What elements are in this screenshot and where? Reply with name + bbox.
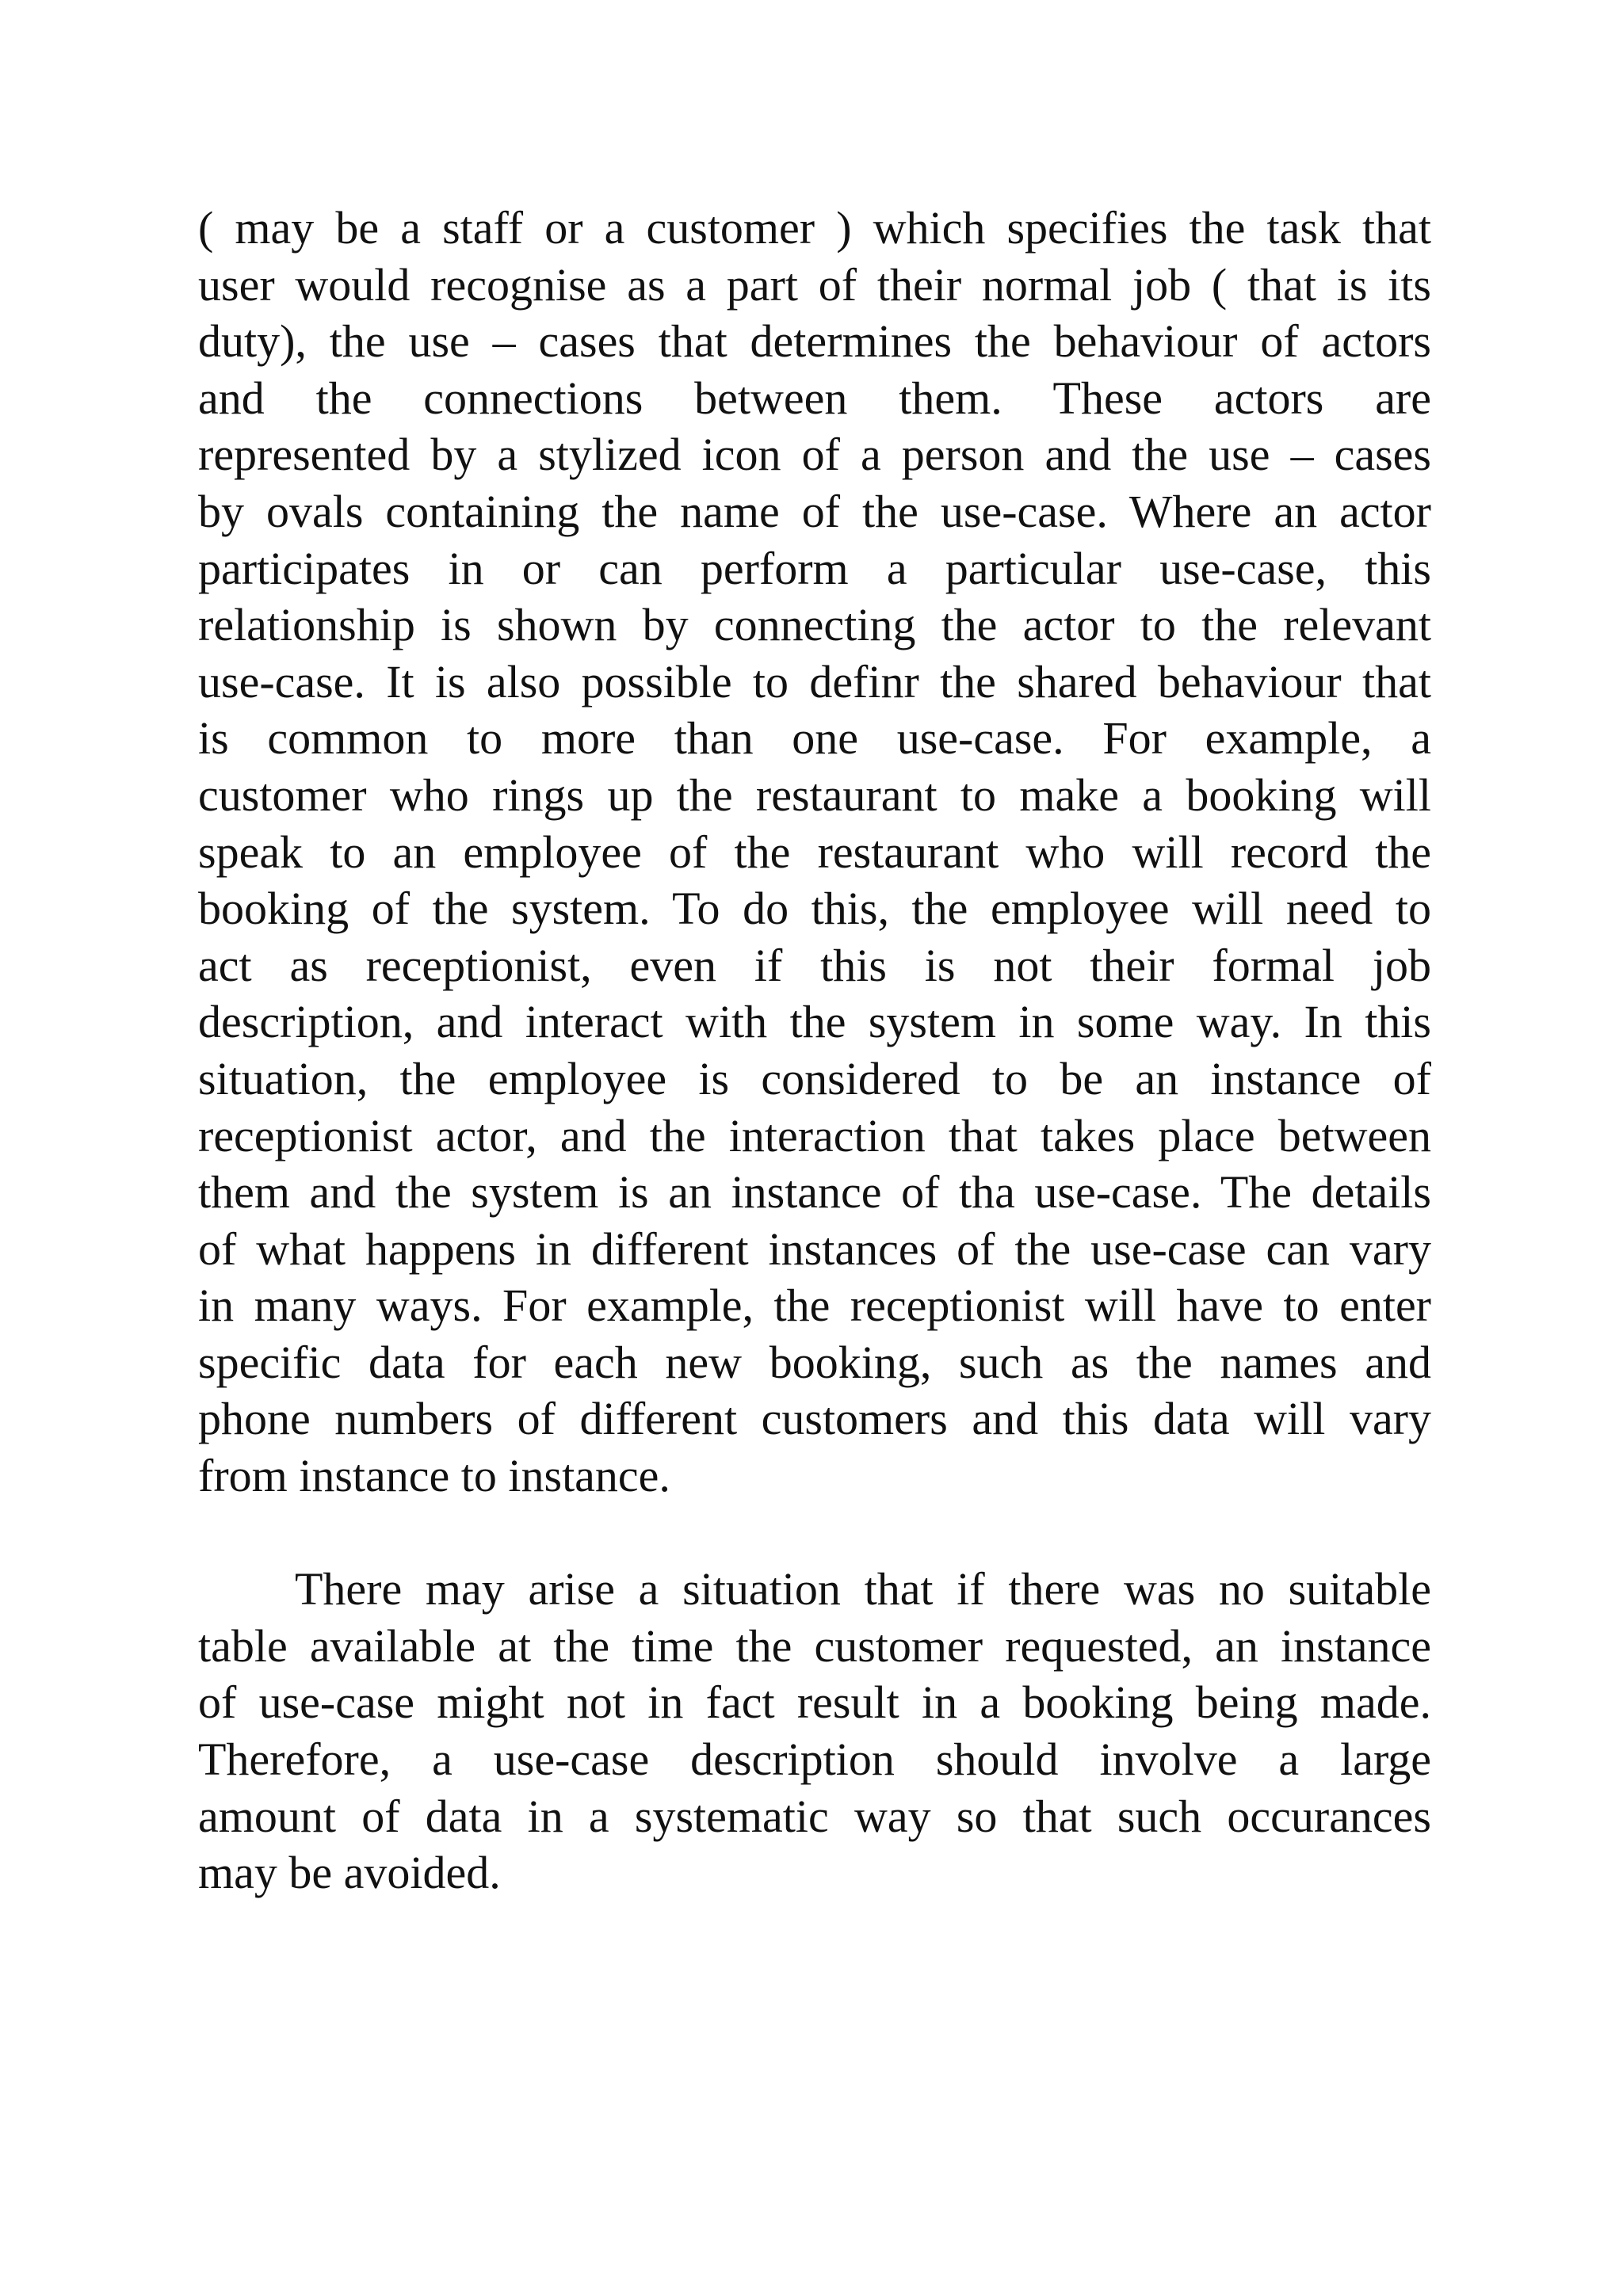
text-line: use-case. It is also possible to definr the shared behaviour that [198,655,1431,707]
text-line: table available at the time the customer requested, an instance [198,1619,1431,1672]
text-line: booking of the system. To do this, the employee will need to [198,883,1431,935]
text-line: Therefore, a use-case description should involve a large [198,1733,1431,1786]
text-line: act as receptionist, even if this is not their formal job [198,939,1431,991]
text-line: customer who rings up the restaurant to make a booking will [198,769,1431,821]
text-line: of what happens in different instances of the use-case can vary [198,1222,1431,1275]
text-line: represented by a stylized icon of a person and the use – cases [198,429,1431,481]
text-line: duty), the use – cases that determines the behaviour of actors [198,315,1431,368]
text-line: of use-case might not in fact result in a booking being made. [198,1676,1431,1729]
text-line: relationship is shown by connecting the actor to the relevant [198,599,1431,651]
text-line: description, and interact with the system in some way. In this [198,996,1431,1048]
text-line: is common to more than one use-case. For example, a [198,712,1431,765]
text-line: user would recognise as a part of their normal job ( that is its [198,258,1431,311]
text-line: them and the system is an instance of tha use-case. The details [198,1166,1431,1219]
text-line: in many ways. For example, the receptionist will have to enter [198,1280,1431,1332]
text-line: receptionist actor, and the interaction that takes place between [198,1109,1431,1161]
text-line: specific data for each new booking, such as the names and [198,1336,1431,1388]
text-line: from instance to instance. [198,1450,670,1502]
text-line: ( may be a staff or a customer ) which specifies the task that [198,202,1431,254]
paragraph-2 [198,1561,1431,1901]
text-line: speak to an employee of the restaurant who will record the [198,826,1431,878]
text-line: situation, the employee is considered to be an instance of [198,1052,1431,1104]
text-line: amount of data in a systematic way so that such occurances [198,1790,1431,1842]
text-line: participates in or can perform a particular use-case, this [198,542,1431,594]
text-line: There may arise a situation that if there was no suitable [295,1563,1431,1615]
text-line: may be avoided. [198,1847,501,1899]
text-line: and the connections between them. These actors are [198,372,1431,424]
paragraph-1 [198,200,1431,1505]
text-line: by ovals containing the name of the use-case. Where an actor [198,485,1431,537]
body-text [198,200,1431,1901]
text-line: phone numbers of different customers and this data will vary [198,1393,1431,1445]
